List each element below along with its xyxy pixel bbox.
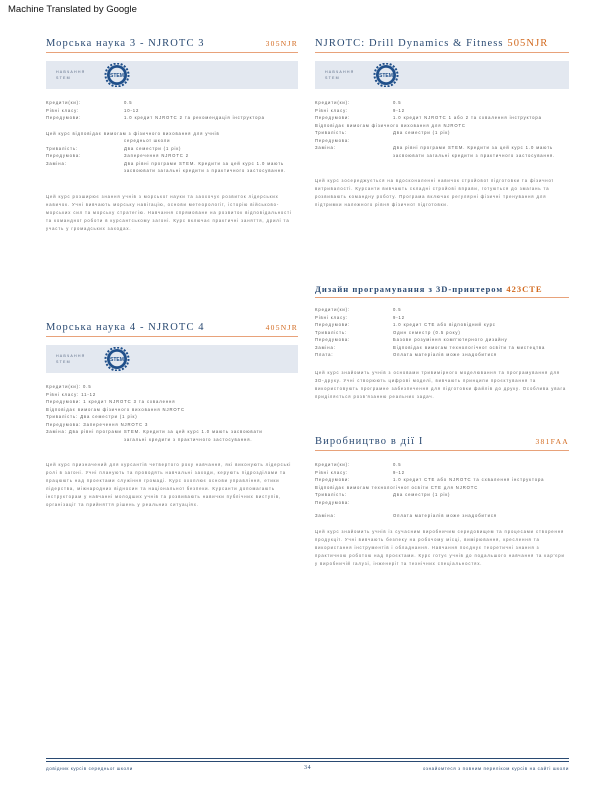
- detail-value: Два семестри (1 рік): [393, 130, 451, 135]
- detail-value: Заперечення NJROTC 2: [124, 153, 190, 158]
- detail-line: Заміна: Два рівні програми STEM. Кредити за цей курс 1.0 мають засвоювати: [46, 429, 263, 434]
- detail-label: Тривалість:: [315, 329, 348, 335]
- stem-gear-logo-icon: [104, 347, 130, 371]
- footer-rule-secondary: [46, 761, 569, 762]
- course-details: [315, 99, 569, 159]
- detail-value: Базове розуміння комп'ютерного дизайну: [393, 337, 508, 342]
- course-description: Цей курс розширює знання учнів з морської науки та заохочує розвиток лідерських навичок. Учні вивчають морську навігацію, основи метеорології, історію військово-морських сил та морську стратегію. Навчання спрямоване на розвиток відповідальності та командної роботи в курсантському загоні. Курс включає практичні заняття, дрилі та участь у громадських заходах.: [46, 193, 292, 231]
- course-title: Виробництво в дії I: [315, 436, 424, 447]
- requirement-note: Відповідає вимогам технологічної освіти CTE для NJROTC: [315, 484, 479, 490]
- detail-value: 9-12: [393, 469, 405, 475]
- detail-label: Передумова:: [46, 153, 82, 158]
- course-details: [46, 99, 298, 175]
- detail-label: Рівні класу:: [315, 314, 349, 320]
- course-description: Цей курс знайомить учнів із сучасним виробничим середовищем та процесами створення продукції. Учні вивчають безпеку на робочому місці, вимірювання, креслення та використання інструментів і обладнання. Навчання поєднує теоретичні знання з практичною роботою над проєктами. Курс готує учнів до подальшого навчання та кар'єри у виробничій галузі, інженерії та технічних спеціальностях.: [315, 528, 565, 566]
- course-code: 405NJR: [265, 323, 298, 332]
- detail-value: 10-12: [124, 107, 140, 113]
- footer-rule: [46, 758, 569, 759]
- detail-value: 9-12: [393, 107, 405, 113]
- stem-logo-text: STEM: [110, 73, 124, 79]
- detail-label: Кредити(ки):: [315, 462, 350, 467]
- course-details: [315, 461, 569, 520]
- detail-label: Тривалість:: [315, 130, 348, 135]
- detail-value: Два семестри (1 рік): [124, 145, 182, 151]
- detail-label: Кредити(ки):: [46, 100, 81, 105]
- detail-value: засвоювати загальні кредити з практичного застосування.: [393, 152, 556, 158]
- stem-gear-logo-icon: [373, 63, 399, 87]
- detail-value: 1.0 кредит CTE або відповідний курс: [393, 322, 496, 327]
- course-title: NJROTC: Drill Dynamics & Fitness 505NJR: [315, 38, 549, 49]
- detail-value: [393, 137, 569, 145]
- stem-logo-text: STEM: [110, 357, 124, 363]
- course-details: [315, 306, 569, 359]
- detail-line: Передумови: 1 кредит NJROTC 3 та схвалення: [46, 399, 176, 404]
- course-header: [46, 38, 298, 53]
- detail-label: Заміна:: [315, 145, 336, 150]
- course-title: Морська наука 4 - NJROTC 4: [46, 322, 205, 333]
- detail-label: Тривалість:: [315, 492, 348, 497]
- machine-translated-banner: Machine Translated by Google: [8, 4, 137, 15]
- detail-line: Відповідає вимогам фізичного виховання NJROTC: [46, 406, 185, 412]
- course-drill-dynamics: [315, 38, 569, 209]
- detail-value: Один семестр (0.5 року): [393, 329, 461, 335]
- detail-value: Два рівні програми STEM. Кредити за цей курс 1.0 мають: [124, 160, 285, 166]
- course-title: Дизайн програмування з 3D-принтером 423CTE: [315, 284, 543, 294]
- detail-label: Передумови:: [315, 477, 351, 482]
- detail-label: Передумови:: [315, 322, 351, 327]
- course-header: [315, 38, 569, 53]
- detail-label: Передумови:: [315, 115, 351, 120]
- course-title: Морська наука 3 - NJROTC 3: [46, 38, 205, 49]
- detail-line: Кредити(ки): 0.5: [46, 384, 92, 389]
- stem-caption: НАВЧАННЯ STEM: [325, 70, 355, 80]
- course-details: [46, 383, 298, 443]
- course-marine-science-4: [46, 322, 298, 509]
- detail-value: Оплата матеріалів може знадобитися: [393, 513, 497, 518]
- detail-label: Рівні класу:: [46, 107, 80, 113]
- detail-line: Тривалість: Два семестри (1 рік): [46, 414, 138, 419]
- detail-label: Рівні класу:: [315, 107, 349, 113]
- detail-label: Передумова:: [315, 337, 351, 342]
- detail-value: [393, 499, 569, 507]
- detail-label: Плата:: [315, 352, 334, 357]
- footer-right-link[interactable]: ознайомтеся з повним переліком курсів на сайті школи: [422, 766, 569, 771]
- course-3d-printer-design: [315, 284, 569, 401]
- detail-label: Передумова:: [315, 137, 351, 143]
- stem-band: [315, 61, 569, 89]
- stem-band: [46, 345, 298, 373]
- course-header: [315, 284, 569, 298]
- detail-value: загальні кредити з практичного застосування.: [124, 436, 253, 442]
- course-code: 305NJR: [265, 39, 298, 48]
- detail-label: Тривалість:: [46, 145, 79, 151]
- stem-caption: НАВЧАННЯ STEM: [56, 70, 86, 80]
- stem-caption: НАВЧАННЯ STEM: [56, 354, 86, 364]
- detail-value: 0.5: [393, 307, 402, 312]
- course-manufacturing-in-action: [315, 436, 569, 568]
- detail-label: Заміна:: [315, 513, 336, 518]
- detail-value: 0.5: [124, 100, 133, 105]
- detail-label: [315, 152, 393, 160]
- course-code: 381FAA: [535, 437, 569, 446]
- requirement-note: Відповідає вимогам фізичного виховання для NJROTC: [315, 122, 466, 128]
- detail-value: Оплата матеріалів може знадобитися: [393, 352, 497, 357]
- detail-value: Два рівні програми STEM. Кредити за цей курс 1.0 мають: [393, 145, 554, 150]
- detail-label: Рівні класу:: [315, 469, 349, 475]
- detail-label: [46, 167, 124, 175]
- detail-value: 9-12: [393, 314, 405, 320]
- detail-label: Передумови:: [46, 115, 82, 120]
- detail-label: Передумова:: [315, 499, 351, 505]
- detail-value: 1.0 кредит CTE або NJROTC та схвалення інструктора: [393, 477, 545, 482]
- course-header: [315, 436, 569, 451]
- course-description: Цей курс призначений для курсантів четвертого року навчання, які виконують лідерські ролі в загоні. Учні планують та проводять навчальні заходи, керують підрозділами та працюють над проектами служіння громаді. Курс охоплює основи управління, етики лідерства, міжнародних відносин та національної безпеки. Курсанти допомагають інструкторам у навчанні молодших учнів та розвивають навички публічних виступів, організації та прийняття рішень у реальних ситуаціях.: [46, 462, 292, 507]
- detail-label: Кредити(ки):: [315, 307, 350, 312]
- course-code: 423CTE: [506, 284, 543, 294]
- requirement-note-continued: середньої школи: [124, 138, 171, 143]
- course-description: Цей курс знайомить учнів з основами тривимірного моделювання та програмування для 3D-друку. Учні створюють цифрові моделі, вивчають принципи проєктування та використовують програмне забезпечення для підготовки файлів до друку. Особлива увага приділяється розв'язанню реальних задач.: [315, 369, 567, 399]
- detail-value: 1.0 кредит NJROTC 1 або 2 та схвалення інструктора: [393, 115, 542, 120]
- stem-logo-text: STEM: [379, 73, 393, 79]
- stem-gear-logo-icon: [104, 63, 130, 87]
- detail-value: Два семестри (1 рік): [393, 492, 451, 497]
- detail-label: Заміна:: [46, 160, 67, 166]
- course-marine-science-3: [46, 38, 298, 233]
- detail-line: Рівні класу: 11-12: [46, 391, 97, 397]
- course-code: 505NJR: [507, 38, 549, 49]
- detail-label: Кредити(ки):: [315, 100, 350, 105]
- detail-value: 1.0 кредит NJROTC 2 та рекомендація інструктора: [124, 115, 265, 120]
- detail-value: Відповідає вимогам технологічної освіти та мистецтва: [393, 344, 546, 350]
- stem-band: [46, 61, 298, 89]
- detail-value: 0.5: [393, 462, 402, 467]
- detail-value: засвоювати загальні кредити з практичного застосування.: [124, 168, 287, 173]
- detail-value: 0.5: [393, 100, 402, 105]
- page-number: 34: [304, 765, 312, 771]
- course-description: Цей курс зосереджується на вдосконаленні навичок стройової підготовки та фізичної витривалості. Курсанти вивчають складні стройові вправи, готуються до змагань та розвивають командну роботу. Програма включає регулярні фізичні тренування для підтримки належного рівня фізичної підготовки.: [315, 178, 554, 207]
- requirement-note: Цей курс відповідає вимогам з фізичного виховання для учнів: [46, 130, 220, 136]
- footer-left-text: довідник курсів середньої школи: [46, 766, 133, 771]
- detail-label: Заміна:: [315, 344, 336, 350]
- course-header: [46, 322, 298, 337]
- detail-line: Передумова: Заперечення NJROTC 3: [46, 421, 149, 427]
